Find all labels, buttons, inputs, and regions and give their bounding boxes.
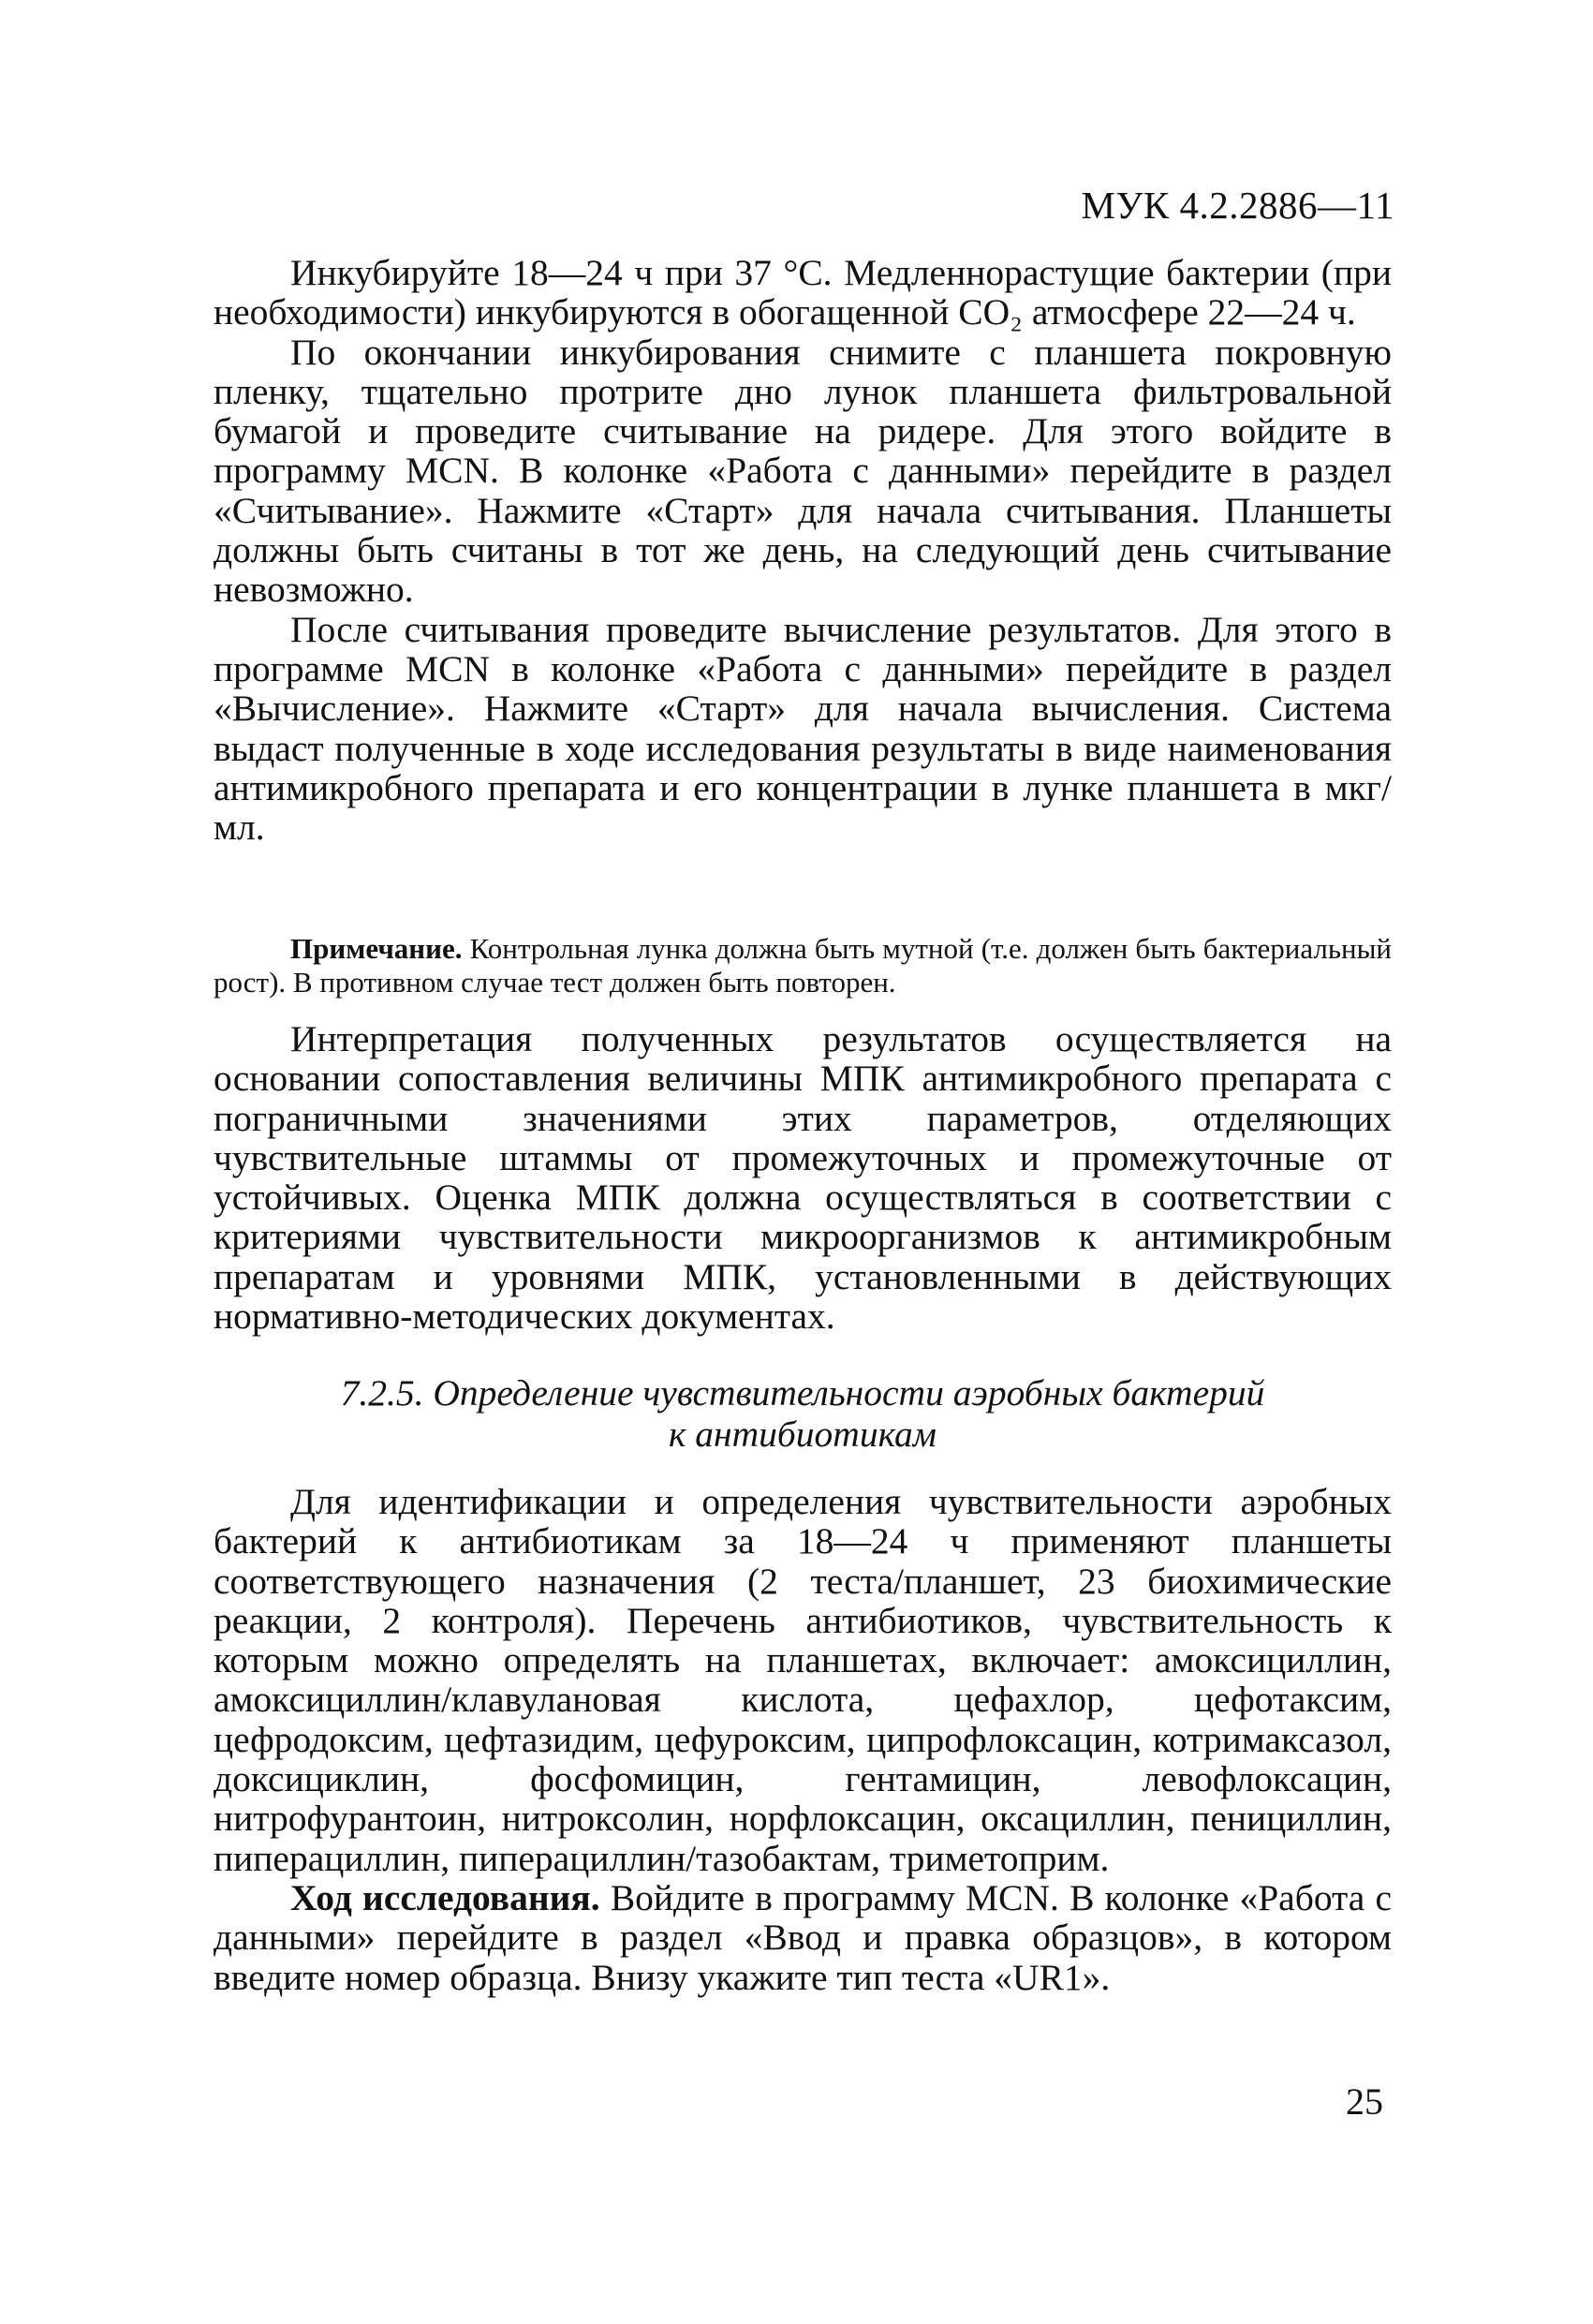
paragraph-reading: По окончании инкубирования снимите с планшета покровную пленку, тщательно протрите дно лунок планшета фильтровальной бумагой и проведите считывание на ридере. Для этого войдите в программу MCN. В колонке «Работа с данными» перейдите в раздел «Считывание». Нажмите «Старт» для начала считывания. Планшеты должны быть считаны в тот же день, на следующий день считывание невозможно. <box>214 331 1392 611</box>
paragraph-interpretation: Интерпретация полученных результатов осуществляется на основании сопоставления величины МПК антимикробного препарата с пограничными значениями этих параметров, отделяющих чувствительные штаммы от промежуточных и промежуточные от устойчивых. Оценка МПК должна осуществляться в соответствии с критериями чувствительности микроорганизмов к антимикробным препаратам и уровнями МПК, установленными в действующих нормативно-методических документах. <box>214 1018 1392 1338</box>
page-number: 25 <box>1346 2080 1383 2123</box>
paragraph-aerobic-intro: Для идентификации и определения чувствительности аэробных бактерий к антибиотикам за 18—24 ч применяют планшеты соответствующего назначения (2 теста/планшет, 23 биохимические реакции, 2 контроля). Перечень антибиотиков, чувствительность к которым можно определять на планшетах, включает: амоксициллин, амоксициллин/клавулановая кислота, цефахлор, цефотаксим, цефродоксим, цефтазидим, цефуроксим, ципрофлоксацин, котримаксазол, доксициклин, фосфомицин, гентамицин, левофлоксацин, нитрофурантоин, нитроксолин, норфлоксацин, оксациллин, пенициллин, пиперациллин, пиперациллин/тазобактам, триметоприм. <box>214 1481 1392 1879</box>
note-label: Примечание. <box>290 932 463 965</box>
note-paragraph <box>214 932 1392 999</box>
paragraph-incubation: Инкубируйте 18—24 ч при 37 °С. Медленнорастущие бактерии (при необходимости) инкубируются в обогащенной СО₂ атмосфере 22—24 ч. <box>214 252 1392 333</box>
text-block-interpretation <box>214 1019 1392 1336</box>
paragraph-calculation: После считывания проведите вычисление результатов. Для этого в программе MCN в колонке «Работа с данными» перейдите в раздел «Вычисление». Нажмите «Старт» для начала вычисления. Система выдаст полученные в ходе исследования результаты в виде наименования антимикробного препарата и его концентрации в лунке планшета в мкг/мл. <box>214 608 1392 849</box>
note-block <box>214 932 1392 999</box>
section-heading-line-2: к антибиотикам <box>668 1414 937 1455</box>
paragraph-procedure <box>214 1878 1392 1997</box>
text-block-procedure <box>214 253 1392 847</box>
procedure-label: Ход исследования. <box>290 1876 600 1918</box>
section-heading <box>214 1372 1392 1455</box>
section-heading-line-1: 7.2.5. Определение чувствительности аэробных бактерий <box>340 1372 1265 1414</box>
document-code: МУК 4.2.2886—11 <box>1081 184 1394 227</box>
procedure-text: Войдите в программу MCN. В колонке «Работа с данными» перейдите в раздел «Ввод и правка образцов», в котором введите номер образца. Внизу укажите тип теста «UR1». <box>214 1876 1393 1998</box>
note-text: Контрольная лунка должна быть мутной (т.е. должен быть бактериальный рост). В противном случае тест должен быть повторен. <box>214 932 1392 999</box>
text-block-aerobic <box>214 1482 1392 1997</box>
